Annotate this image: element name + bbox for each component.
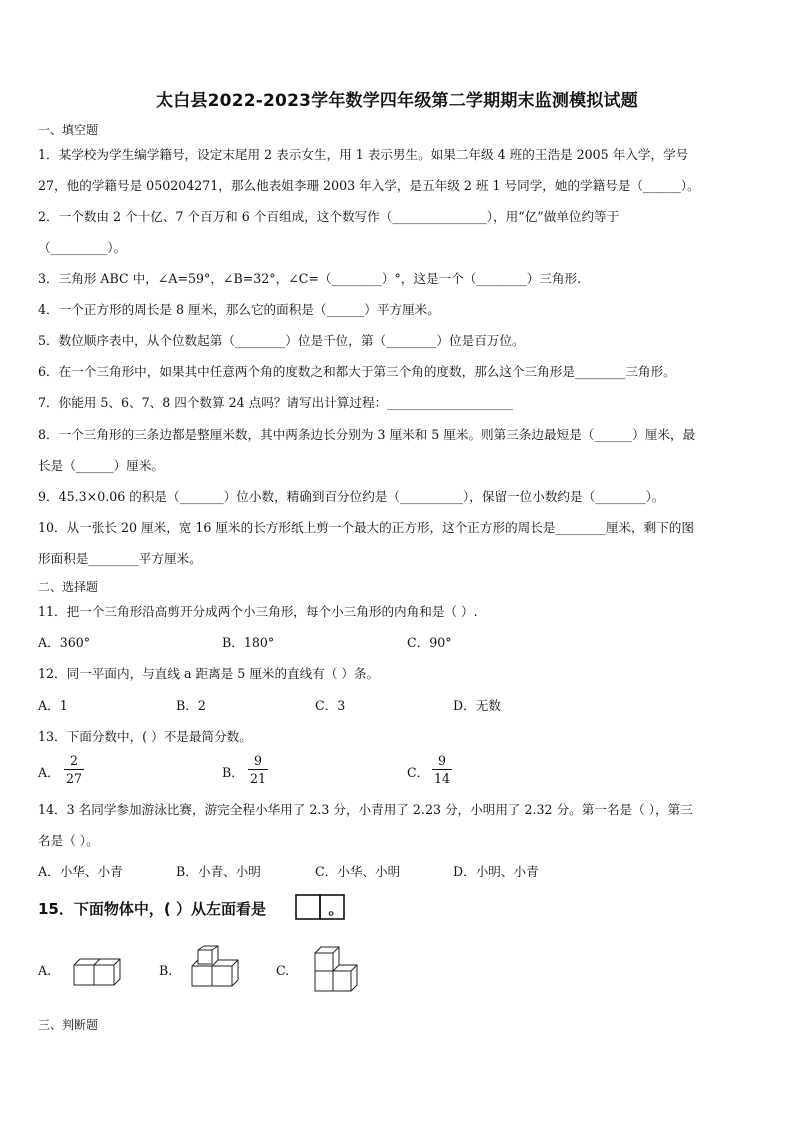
question-13-stem: 13．下面分数中，( ）不是最简分数。 [38,729,252,744]
question-15-option-a-label[interactable]: A. [38,963,52,978]
question-13-option-b-fraction[interactable] [248,753,268,786]
question-11-option-a[interactable]: A．360° [38,635,91,650]
question-12-option-a[interactable]: A．1 [38,698,68,713]
question-13-option-b-label[interactable]: B． [222,765,244,780]
question-13-option-a-label[interactable]: A． [38,765,60,780]
question-4: 4．一个正方形的周长是 8 厘米，那么它的面积是（______）平方厘米。 [38,302,440,317]
question-14-option-d[interactable]: D．小明、小青 [453,864,539,879]
fraction-numerator: 9 [253,753,262,768]
question-12-option-d[interactable]: D．无数 [453,698,501,713]
question-15-option-b-label[interactable]: B. [159,963,173,978]
question-8-line-2: 长是（______）厘米。 [38,458,164,473]
cube-step-icon[interactable] [190,948,242,990]
question-1-line-1: 1．某学校为学生编学籍号，设定末尾用 2 表示女生，用 1 表示男生。如果二年级 4 班的王浩是 2005 年入学，学号 [38,147,689,162]
page-title: 太白县2022-2023学年数学四年级第二学期期末监测模拟试题 [156,91,638,111]
question-13-option-c-label[interactable]: C． [407,765,430,780]
question-14-option-a[interactable]: A．小华、小青 [38,864,123,879]
question-10-line-1: 10．从一张长 20 厘米，宽 16 厘米的长方形纸上剪一个最大的正方形，这个正方形的周长是________厘米，剩下的图 [38,520,694,535]
section-choice-heading: 二、选择题 [38,580,99,594]
question-11-option-c[interactable]: C．90° [407,635,452,650]
question-15-option-c-label[interactable]: C. [276,963,290,978]
question-10-line-2: 形面积是________平方厘米。 [38,551,202,566]
two-squares-icon [295,894,347,920]
fraction-denominator: 14 [433,771,451,786]
question-14-stem-line-2: 名是（ ）。 [38,833,99,848]
fraction-denominator: 27 [65,771,83,786]
question-14-option-b[interactable]: B．小青、小明 [176,864,261,879]
question-15-stem-end: 。 [328,900,344,918]
section-fill-heading: 一、填空题 [38,123,99,137]
fraction-numerator: 9 [437,753,446,768]
fraction-bar [432,769,452,770]
question-15-stem-text: 15．下面物体中，( ）从左面看是 [38,900,266,918]
question-1-line-2: 27，他的学籍号是 050204271，那么他表姐李珊 2003 年入学，是五年级 2 班 1 号同学，她的学籍号是（______）。 [38,178,700,193]
question-3: 3．三角形 ABC 中，∠A=59°，∠B=32°，∠C=（________）°，这是一个（________）三角形. [38,271,582,286]
question-9: 9．45.3×0.06 的积是（_______）位小数，精确到百分位约是（__________），保留一位小数约是（________）。 [38,489,665,504]
question-11-option-b[interactable]: B．180° [222,635,275,650]
question-12-option-c[interactable]: C．3 [315,698,346,713]
question-2-line-1: 2．一个数由 2 个十亿、7 个百万和 6 个百组成，这个数写作（_______________），用“亿”做单位约等于 [38,209,620,224]
section-judge-heading: 三、判断题 [38,1018,99,1032]
question-6: 6．在一个三角形中，如果其中任意两个角的度数之和都大于第三个角的度数，那么这个三角形是________三角形。 [38,364,676,379]
question-14-stem-line-1: 14．3 名同学参加游泳比赛，游完全程小华用了 2.3 分，小青用了 2.23 分，小明用了 2.32 分。第一名是（ ），第三 [38,802,693,817]
question-12-option-b[interactable]: B．2 [176,698,206,713]
cube-stack-icon[interactable] [313,945,361,995]
question-12-stem: 12．同一平面内，与直线 a 距离是 5 厘米的直线有（ ）条。 [38,666,380,681]
question-5: 5．数位顺序表中，从个位数起第（________）位是千位，第（________）位是百万位。 [38,333,525,348]
question-2-line-2: （_________）。 [38,240,127,255]
question-14-option-c[interactable]: C．小华、小明 [315,864,401,879]
question-13-option-c-fraction[interactable] [432,753,452,786]
question-13-option-a-fraction[interactable] [64,753,84,786]
fraction-bar [248,769,268,770]
question-7: 7．你能用 5、6、7、8 四个数算 24 点吗？请写出计算过程：____________________ [38,395,514,410]
fraction-numerator: 2 [69,753,78,768]
fraction-denominator: 21 [249,771,267,786]
question-11-stem: 11．把一个三角形沿高剪开分成两个小三角形，每个小三角形的内角和是（ ）. [38,604,478,619]
question-8-line-1: 8．一个三角形的三条边都是整厘米数，其中两条边长分别为 3 厘米和 5 厘米。则第三条边最短是（______）厘米，最 [38,427,696,442]
fraction-bar [64,769,84,770]
cube-row-icon[interactable] [72,955,122,989]
